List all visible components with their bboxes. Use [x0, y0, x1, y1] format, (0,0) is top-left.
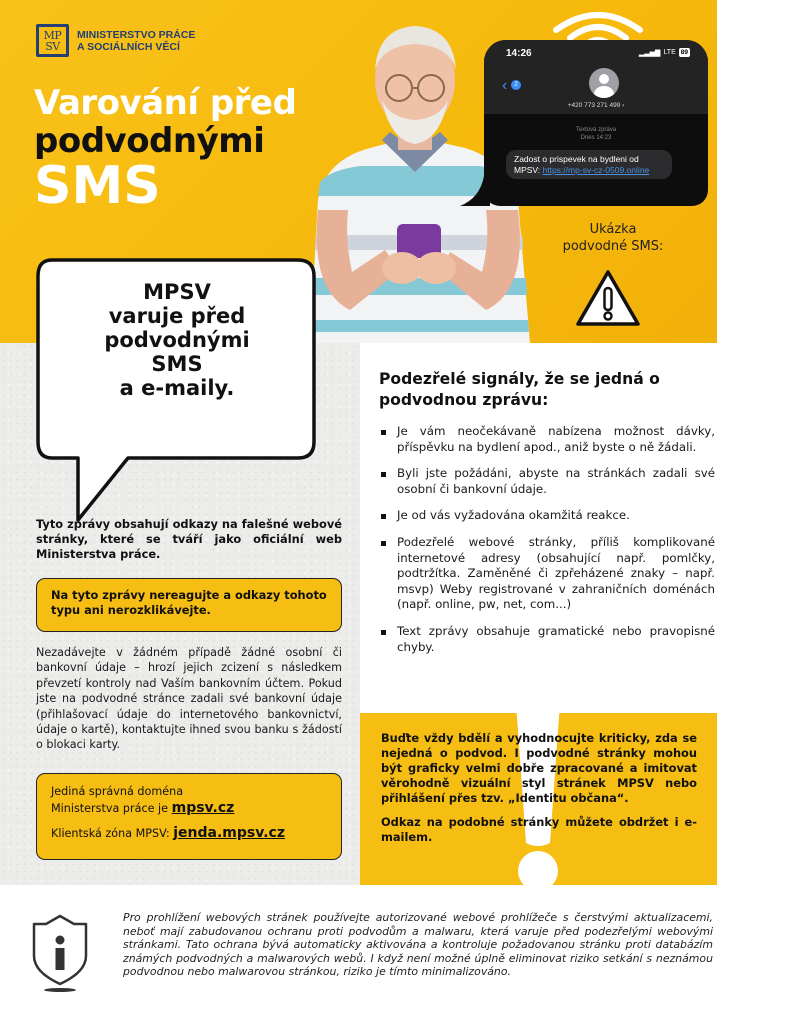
sms-screenshot — [484, 40, 708, 206]
domain-line-2 — [51, 800, 327, 817]
logo-mark-bottom: SV — [45, 39, 60, 53]
warning-callout: Na tyto zprávy nereagujte a odkazy tohoto typu ani nerozklikávejte. — [36, 578, 342, 632]
logo-line-1: MINISTERSTVO PRÁCE — [77, 28, 196, 41]
signal-item-text: Podezřelé webové stránky, příliš komplikované internetové adresy (obsahující např. pomlčky, podtržítka. Zaměněné či zpřeházené znaky – např. msvp) Weby registrované v zahraničních doménách (např. online, pw, net, com...) — [397, 534, 715, 612]
bullet-icon — [381, 430, 386, 435]
speech-line-2: varuje před — [108, 304, 246, 328]
domain-line-1: Jediná správná doména — [51, 785, 184, 798]
signal-item-text: Text zprávy obsahuje gramatické nebo pravopisné chyby. — [397, 623, 715, 654]
bullet-icon — [381, 630, 386, 635]
message-type: Textová zpráva — [575, 127, 617, 133]
sample-label-line-2: podvodné SMS: — [562, 239, 664, 254]
bullet-icon — [381, 514, 386, 519]
signal-icon: ▂▃▅▇ — [638, 49, 661, 57]
speech-line-1: MPSV — [143, 280, 211, 304]
sender-number: +420 773 271 499 › — [567, 102, 625, 109]
message-date: Dnes 14:23 — [580, 135, 612, 141]
signal-item — [379, 466, 715, 497]
phone-time: 14:26 — [506, 48, 532, 59]
back-count-badge: 2 — [511, 80, 521, 90]
sms-bubble — [506, 150, 672, 179]
browser-advice-text: Pro prohlížení webových stránek používejte autorizované webové prohlížeče s čerstvými aktualizacemi, neboť mají zabudovanou ochranu proti podvodům a malwaru, která varuje před podezřelými webovými stránkami. Tato ochrana bývá automaticky aktivována a kontroluje požadovanou stránku proti databázím známých podvodných a malwarových webů. I když není možné úplně eliminovat riziko setkání s neznámou podvodnou nebo malwarovou stránkou, riziko je tímto minimalizováno. — [123, 911, 713, 979]
bullet-icon — [381, 472, 386, 477]
battery-icon: 89 — [680, 49, 688, 56]
avatar-icon — [589, 68, 619, 98]
client-zone-link[interactable]: jenda.mpsv.cz — [173, 825, 285, 841]
sample-label-line-1: Ukázka — [589, 222, 637, 237]
speech-line-3: podvodnými — [104, 328, 250, 352]
logo-text — [77, 29, 195, 53]
signals-heading: Podezřelé signály, že se jedná o podvodnou zprávu: — [379, 370, 660, 409]
mpsv-logo — [36, 24, 195, 57]
speech-bubble-text — [44, 280, 310, 400]
speech-line-5: a e-maily. — [119, 376, 235, 400]
signal-item — [379, 424, 715, 455]
vigilance-paragraph-1: Buďte vždy bdělí a vyhodnocujte kriticky, zda se nejedná o podvod. I podvodné stránky mohou být graficky velmi dobře zpracované a imitovat věrohodně vizuální styl stránek MPSV nebo přihlášení přes tzv. „Identitu občana“. — [381, 731, 697, 805]
official-domain-box — [36, 773, 342, 860]
vigilance-text — [381, 731, 697, 854]
domain-line-3-prefix: Klientská zóna MPSV: — [51, 827, 174, 840]
shield-info-icon — [30, 912, 90, 992]
official-domain-link[interactable]: mpsv.cz — [171, 800, 235, 816]
domain-line-2-prefix: Ministerstva práce je — [51, 802, 172, 815]
title-line-1: Varování před — [34, 83, 297, 123]
warning-icon — [575, 268, 641, 328]
bullet-icon — [381, 541, 386, 546]
signal-item-text: Byli jste požádáni, abyste na stránkách zadali své osobní či bankovní údaje. — [397, 466, 715, 496]
signals-list — [379, 424, 715, 666]
network-label: LTE — [663, 49, 676, 56]
domain-line-3 — [51, 825, 327, 842]
speech-line-4: SMS — [151, 352, 203, 376]
sms-fraud-link[interactable]: https://mp-sv-cz-0509.online — [542, 164, 650, 175]
page-title — [34, 83, 297, 216]
title-line-2: podvodnými — [34, 121, 265, 161]
signal-item — [379, 508, 715, 524]
vigilance-box — [360, 713, 717, 885]
sms-text: Zadost o prispevek na bydleni od MPSV: — [514, 154, 639, 175]
chevron-left-icon: ‹ — [502, 77, 508, 94]
vigilance-paragraph-2: Odkaz na podobné stránky můžete obdržet i e-mailem. — [381, 815, 697, 844]
wifi-icon — [548, 4, 648, 44]
logo-line-2: A SOCIÁLNÍCH VĚCÍ — [77, 40, 180, 53]
signal-item — [379, 535, 715, 613]
signal-item — [379, 624, 715, 655]
signal-item-text: Je vám neočekávaně nabízena možnost dávky, příspěvku na bydlení apod., aniž byste o ně žádali. — [397, 424, 715, 454]
phone-status — [639, 48, 690, 57]
signal-item-text: Je od vás vyžadována okamžitá reakce. — [397, 508, 630, 523]
logo-mark-top: MP — [43, 28, 62, 42]
sample-sms-label — [548, 221, 678, 255]
advice-text: Nezadávejte v žádném případě žádné osobní či bankovní údaje – hrozí jejich zcizení s následkem převzetí kontroly nad Vaším bankovním účtem. Pokud jste na podvodné stránce zadali své bankovní údaje (přihlašovací údaje do internetového bankovnictví, údaje o kartě), kontaktujte ihned svou banku s žádostí o blokaci karty. — [36, 646, 342, 752]
message-meta — [484, 126, 708, 142]
title-line-3: SMS — [34, 156, 161, 216]
mpsv-logo-mark — [36, 24, 69, 57]
intro-text: Tyto zprávy obsahují odkazy na falešné webové stránky, které se tváří jako oficiální web Ministerstva práce. — [36, 517, 342, 561]
